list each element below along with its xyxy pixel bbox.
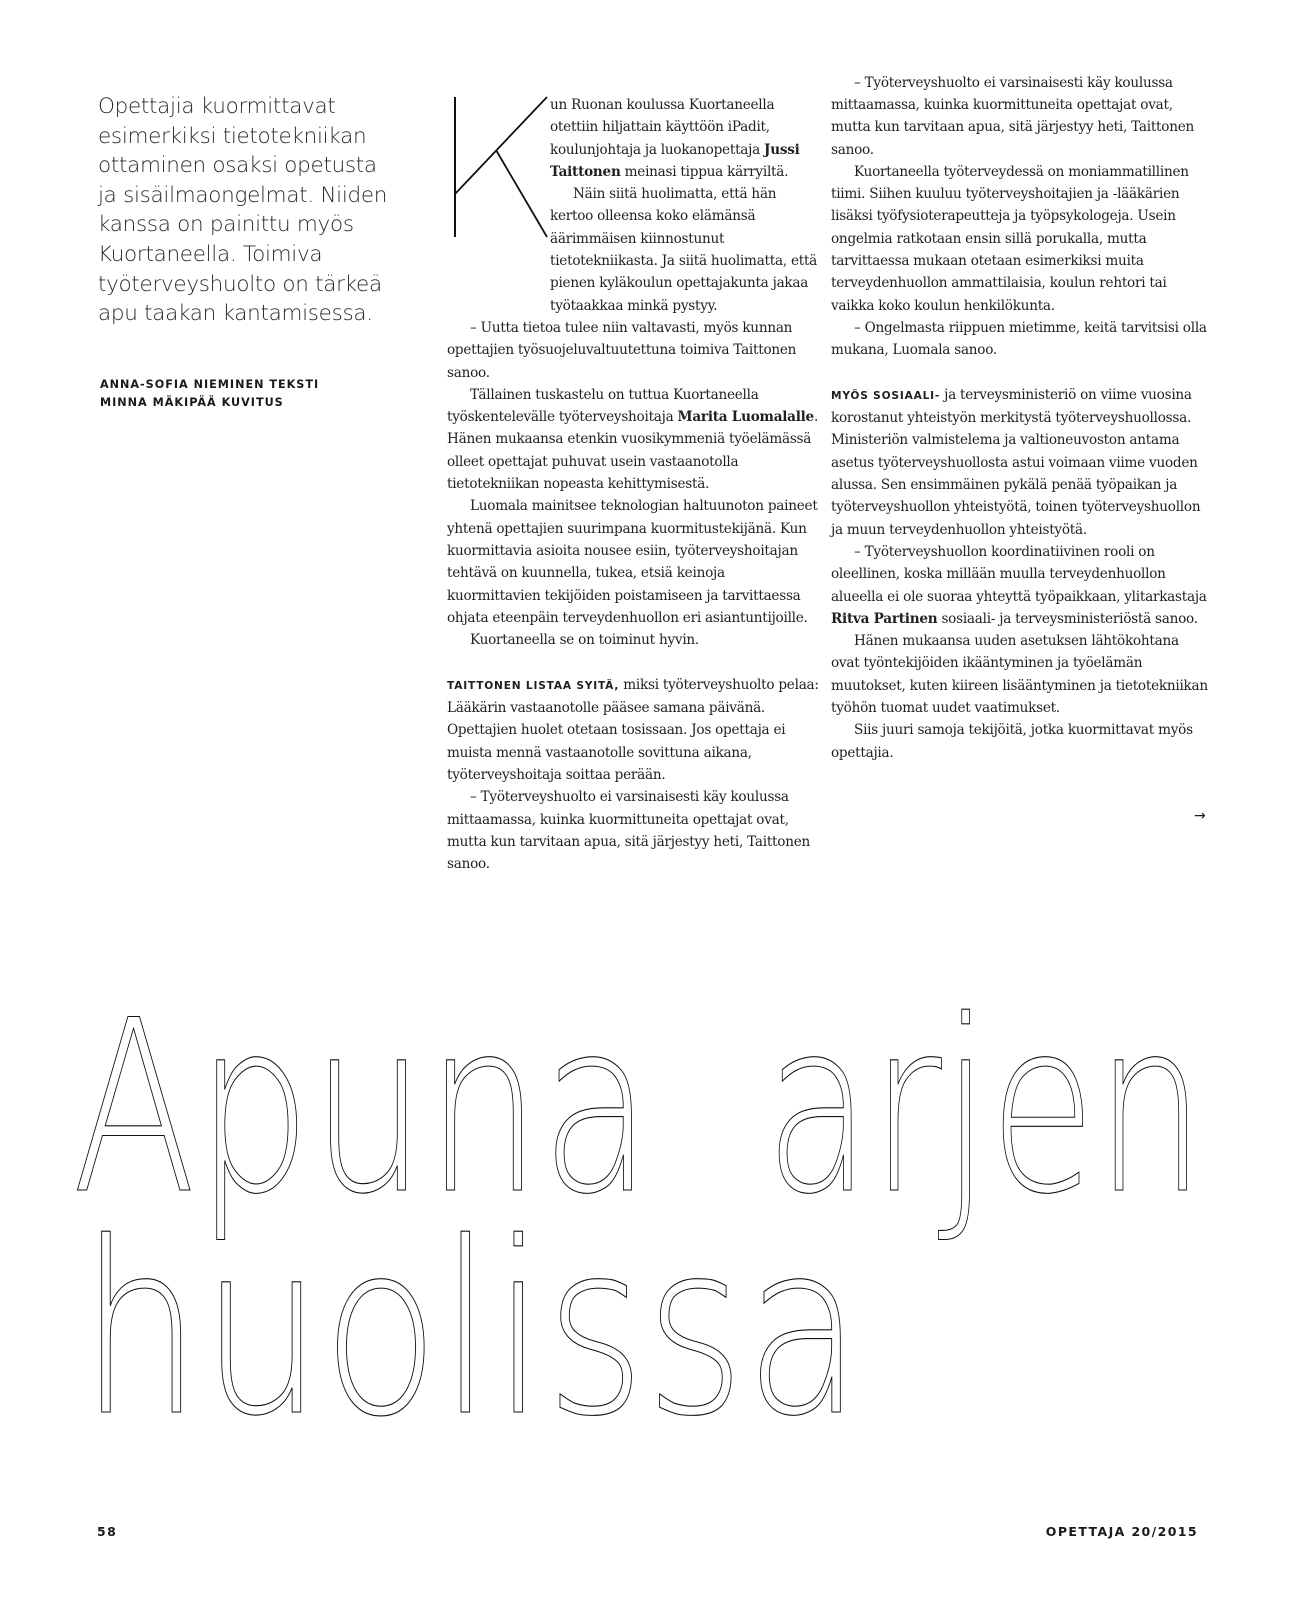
paragraph: Luomala mainitsee teknologian haltuunoton paineet yhtenä opettajien suurimpana kuormitustekijänä. Kun kuormittavia asioita nousee esiin, työterveyshoitajan tehtävä on kuunnella, tukea, etsiä keinoja kuormittavien tekijöiden poistamiseen ja tarvittaessa ohjata eteenpäin terveydenhuollon eri asiantuntijoille.	[447, 498, 818, 626]
paragraph: Näin siitä huolimatta, että hän kertoo olleensa koko elämänsä äärimmäisen kiinnostunut tietotekniikasta. Ja siitä huolimatta, että pienen kyläkoulun opettajakunta jakaa työtaakkaa minkä pystyy.	[550, 186, 818, 314]
paragraph: Kuortaneella se on toiminut hyvin.	[470, 632, 699, 649]
paragraph: – Työterveyshuolto ei varsinaisesti käy koulussa mittaamassa, kuinka kuormittuneita opettajat ovat, mutta kun tarvitaan apua, sitä järjestyy heti, Taittonen sanoo.	[447, 789, 811, 873]
person-name: Ritva Partinen	[831, 610, 938, 627]
person-name: Marita Luomalalle	[677, 409, 814, 426]
article-column-2	[831, 74, 1209, 764]
headline-word-arjen: arjen	[765, 970, 1205, 1247]
paragraph: – Ongelmasta riippuen mietimme, keitä tarvitsisi olla mukana, Luomala sanoo.	[831, 319, 1207, 359]
credits	[100, 376, 400, 412]
illustrator-credit: MINNA MÄKIPÄÄ KUVITUS	[100, 396, 284, 409]
headline-line-2: huolissa	[80, 1192, 862, 1469]
paragraph: Siis juuri samoja tekijöitä, jotka kuormittavat myös opettajia.	[831, 722, 1193, 761]
section-lead-in: MYÖS SOSIAALI-	[831, 389, 941, 402]
paragraph: MYÖS SOSIAALI- ja terveysministeriö on viime vuosina korostanut yhteistyön merkitystä työterveyshuollossa. Ministeriön valmistelema ja valtioneuvoston antama asetus työterveyshuollosta astui voimaan viime vuoden alussa. Sen ensimmäinen pykälä penää työpaikan ja työterveyshuollon yhteistyötä, toinen työterveyshuollon ja muun terveydenhuollon yhteistyötä.	[831, 386, 1201, 538]
headline-word-apuna: Apuna	[72, 970, 652, 1247]
lead-paragraph: Opettajia kuormittavat esimerkiksi tietotekniikan ottaminen osaksi opetusta ja sisäilmaongelmat. Niiden kanssa on painittu myös Kuortaneella. Toimiva työterveyshuolto on tärkeä apu taakan kantamisessa.	[98, 94, 388, 327]
paragraph: – Uutta tietoa tulee niin valtavasti, myös kunnan opettajien työsuojeluvaltuutettuna toimiva Taittonen sanoo.	[447, 319, 797, 381]
paragraph: Hänen mukaansa uuden asetuksen lähtökohtana ovat työntekijöiden ikääntyminen ja työelämän muutokset, kuten kiireen lisääntyminen ja tietotekniikan työhön tuomat uudet vaatimukset.	[831, 633, 1208, 717]
person-name: Jussi Taittonen	[550, 141, 800, 180]
page-number: 58	[97, 1524, 118, 1539]
paragraph: un Ruonan koulussa Kuortaneella otettiin hiljattain käyttöön iPadit, koulunjohtaja ja luokanopettaja Jussi Taittonen meinasi tippua kärryiltä.	[550, 97, 800, 180]
continue-arrow-icon: →	[1194, 808, 1206, 824]
article-column-1	[447, 94, 819, 873]
paragraph: Tällainen tuskastelu on tuttua Kuortaneella työskentelevälle työterveyshoitaja Marita Luomalalle. Hänen mukaansa etenkin vuosikymmeniä työelämässä olleet opettajat puhuvat usein vastaanotolla tietotekniikan nopeasta kehittymisestä.	[447, 386, 819, 493]
paragraph: Kuortaneella työterveydessä on moniammatillinen tiimi. Siihen kuuluu työterveyshoitajien ja -lääkärien lisäksi työfysioterapeutteja ja työpsykologeja. Usein ongelmia ratkotaan ensin sillä porukalla, mutta tarvittaessa mukaan otetaan esimerkiksi muita terveydenhuollon ammattilaisia, koulun rehtori tai vaikka koko koulun henkilökunta.	[831, 163, 1189, 314]
paragraph: – Työterveyshuollon koordinatiivinen rooli on oleellinen, koska millään muulla terveydenhuollon alueella ei ole suoraa yhteyttä työpaikkaan, ylitarkastaja Ritva Partinen sosiaali- ja terveysministeriöstä sanoo.	[831, 543, 1207, 627]
author-credit: ANNA-SOFIA NIEMINEN TEKSTI	[100, 378, 320, 391]
section-lead-in: TAITTONEN LISTAA SYITÄ,	[447, 679, 620, 692]
paragraph-continued: – Työterveyshuolto ei varsinaisesti käy koulussa mittaamassa, kuinka kuormittuneita opettajat ovat, mutta kun tarvitaan apua, sitä järjestyy heti, Taittonen sanoo.	[831, 74, 1195, 158]
publication-issue: OPETTAJA 20/2015	[1045, 1524, 1198, 1539]
paragraph: TAITTONEN LISTAA SYITÄ, miksi työterveyshuolto pelaa: Lääkärin vastaanotolle pääsee samana päivänä. Opettajien huolet otetaan tosissaan. Jos opettaja ei muista mennä vastaanotolle sovittuna aikana, työterveyshoitaja soittaa perään.	[447, 676, 819, 783]
